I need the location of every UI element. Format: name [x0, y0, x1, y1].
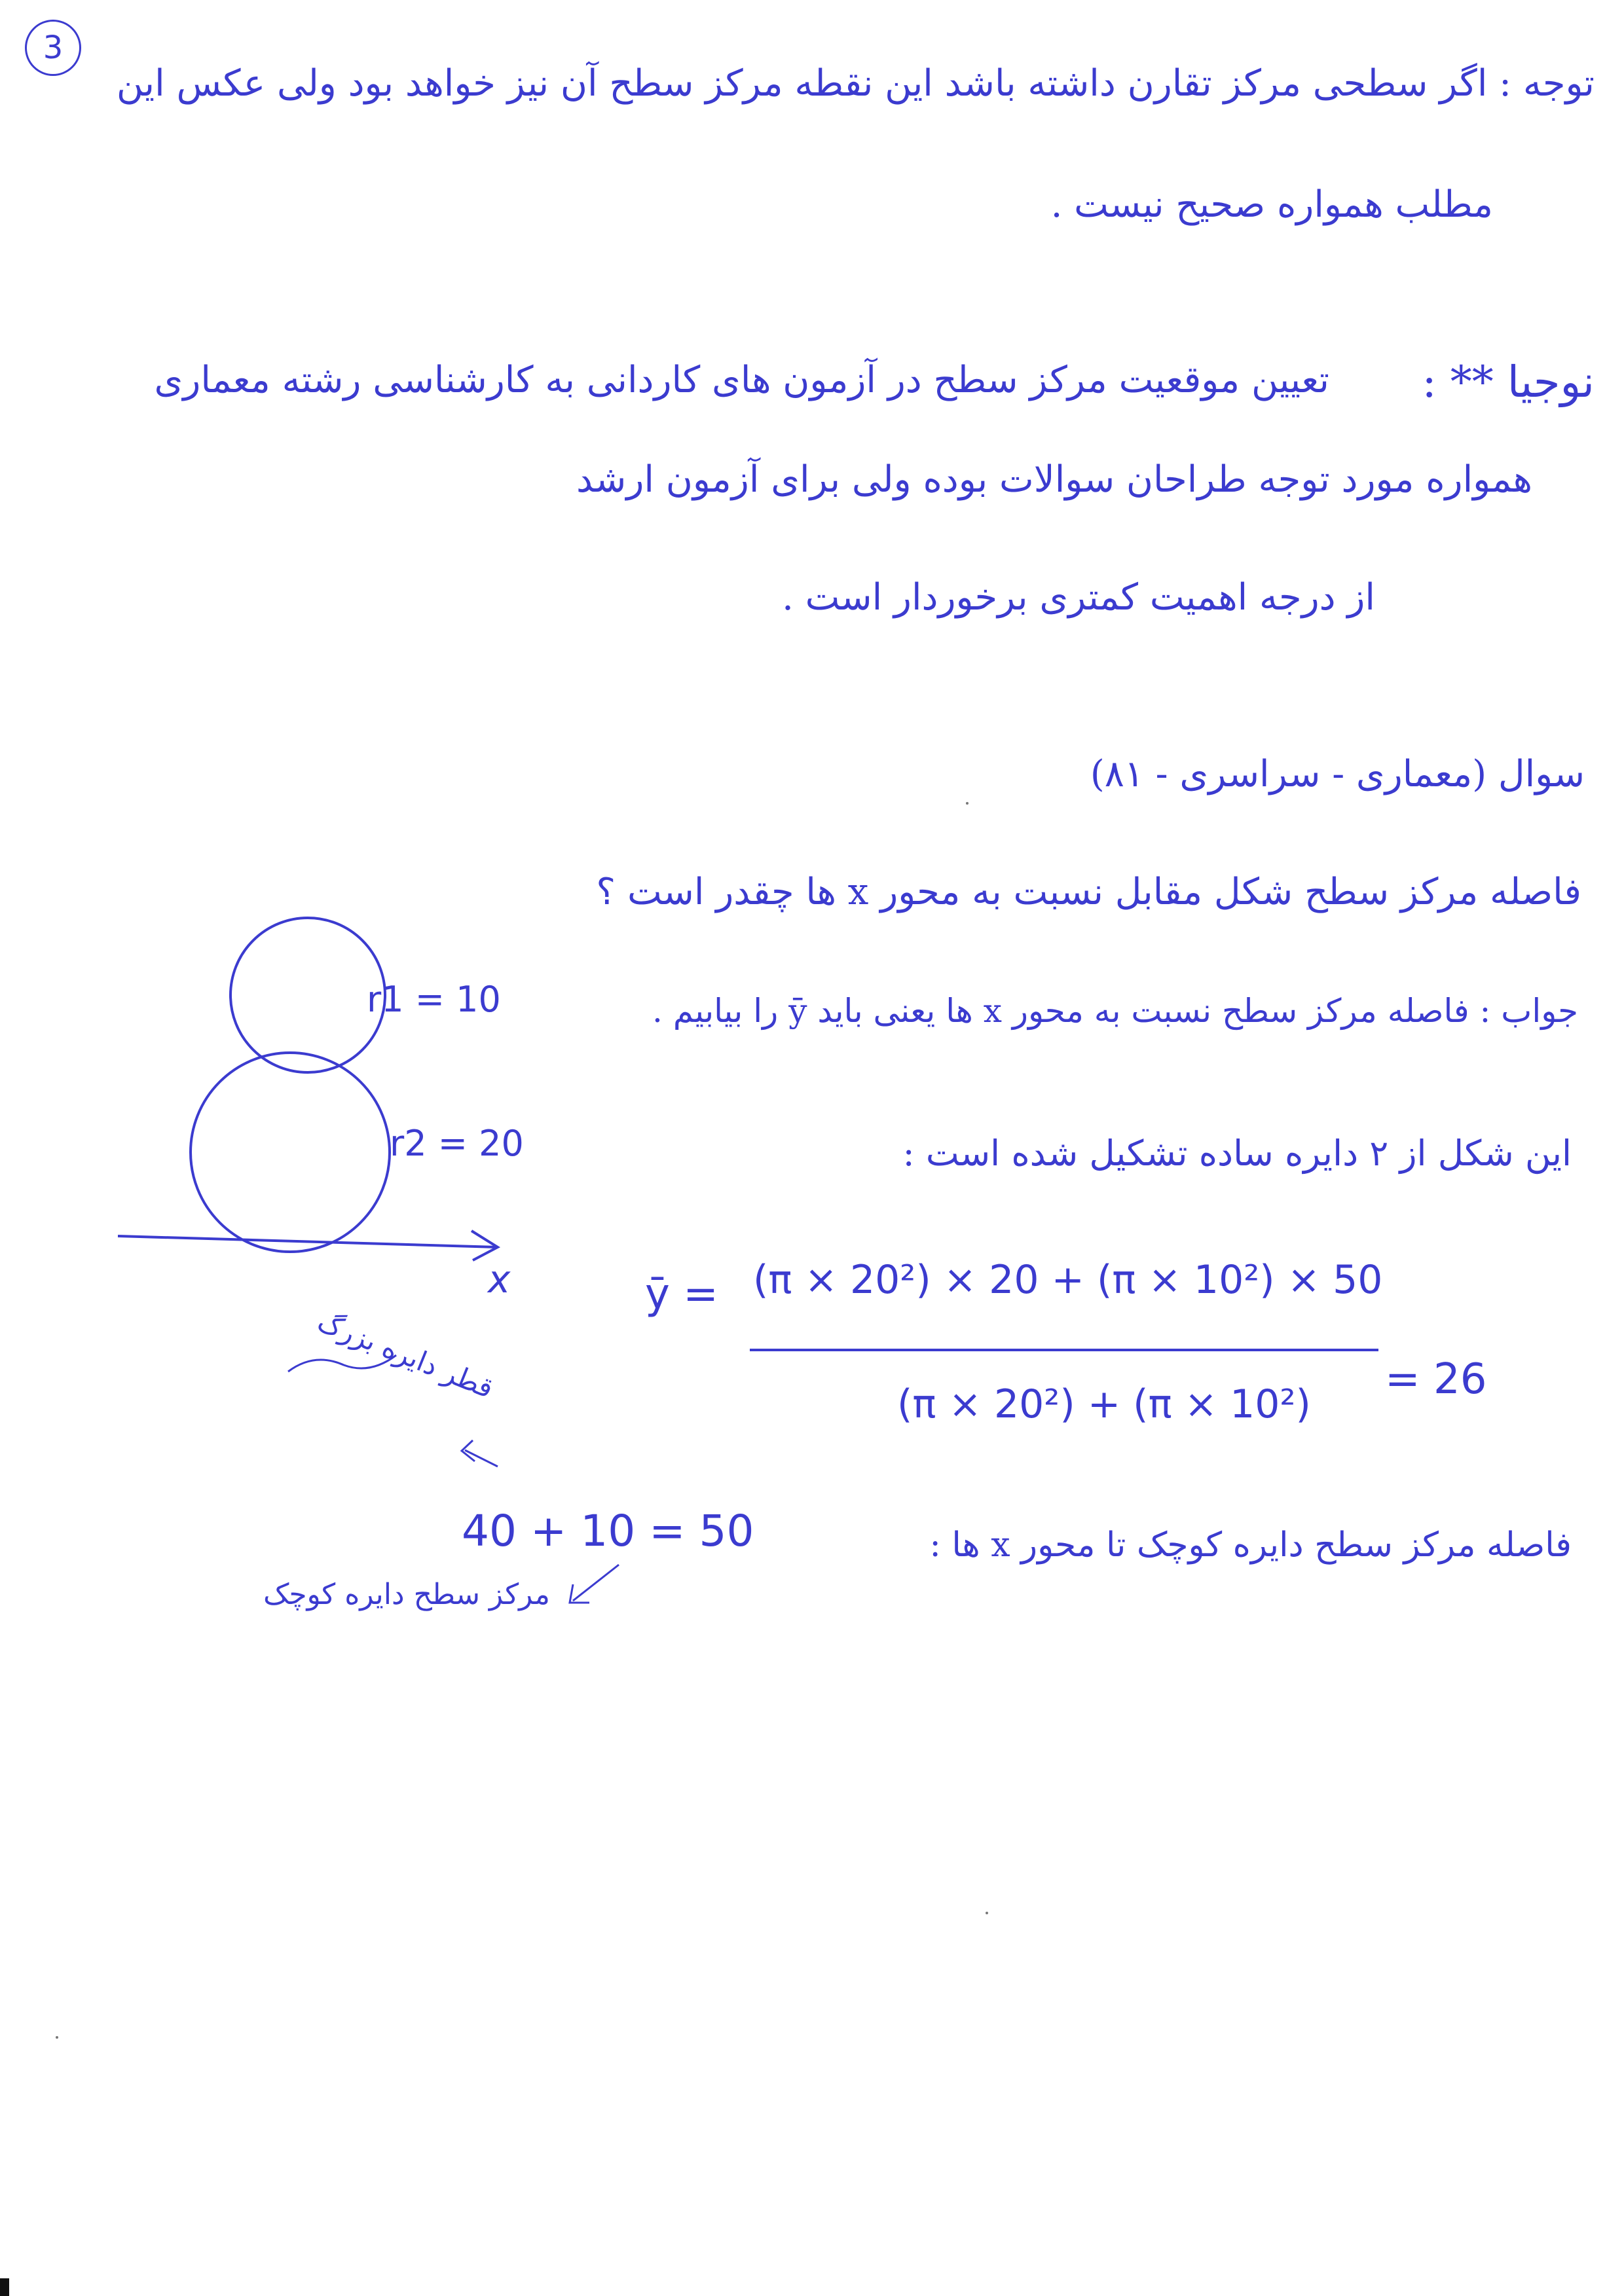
formula-denominator: (π × 20²) + (π × 10²)	[897, 1381, 1311, 1427]
note2-prefix: نوجیا ** :	[1422, 357, 1595, 407]
x-axis-label: x	[488, 1257, 511, 1302]
note2-line3: از درجه اهمیت کمتری برخوردار است .	[782, 576, 1375, 619]
formula-lhs: ȳ =	[645, 1270, 718, 1319]
x-axis-line	[118, 1236, 498, 1247]
scan-speck	[56, 2036, 58, 2039]
note2-line2: همواره مورد توجه طراحان سوالات بوده ولی برای آزمون ارشد	[576, 458, 1532, 501]
scan-edge-mark	[0, 2278, 9, 2296]
answer-line2: این شکل از ۲ دایره ساده تشکیل شده است :	[902, 1133, 1572, 1174]
note1-line1: توجه : اگر سطحی مرکز تقارن داشته باشد این نقطه مرکز سطح آن نیز خواهد بود ولی عکس این	[116, 62, 1595, 105]
r1-label: r1 = 10	[367, 979, 501, 1020]
fraction-bar	[750, 1349, 1378, 1351]
formula-result: = 26	[1385, 1355, 1487, 1404]
large-circle	[191, 1053, 390, 1252]
question-header: سوال (معماری - سراسری - ۸۱)	[1090, 753, 1585, 795]
question-text: فاصله مرکز سطح شکل مقابل نسبت به محور x ها چقدر است ؟	[596, 871, 1581, 913]
scan-speck	[966, 802, 969, 805]
small-circle	[231, 918, 385, 1072]
center-arrow	[573, 1565, 619, 1601]
formula-numerator: (π × 20²) × 20 + (π × 10²) × 50	[753, 1257, 1383, 1303]
answer-line1: جواب : فاصله مرکز سطح نسبت به محور x ها یعنی باید ȳ را بیابیم .	[652, 992, 1578, 1030]
big-diameter-note: قطر دایره بزرگ	[312, 1305, 498, 1405]
small-center-note: مرکز سطح دایره کوچک	[263, 1578, 550, 1611]
note2-line1: تعیین موقعیت مرکز سطح در آزمون های کاردانی به کارشناسی رشته معماری	[154, 359, 1329, 401]
page-number: 3	[25, 20, 81, 76]
note1-line2: مطلب همواره صحیح نیست .	[1050, 183, 1493, 226]
distance-note: فاصله مرکز سطح دایره کوچک تا محور x ها :	[929, 1525, 1572, 1565]
sum-expression: 40 + 10 = 50	[462, 1506, 754, 1556]
scan-speck	[986, 1912, 988, 1914]
r2-label: r2 = 20	[390, 1123, 524, 1164]
